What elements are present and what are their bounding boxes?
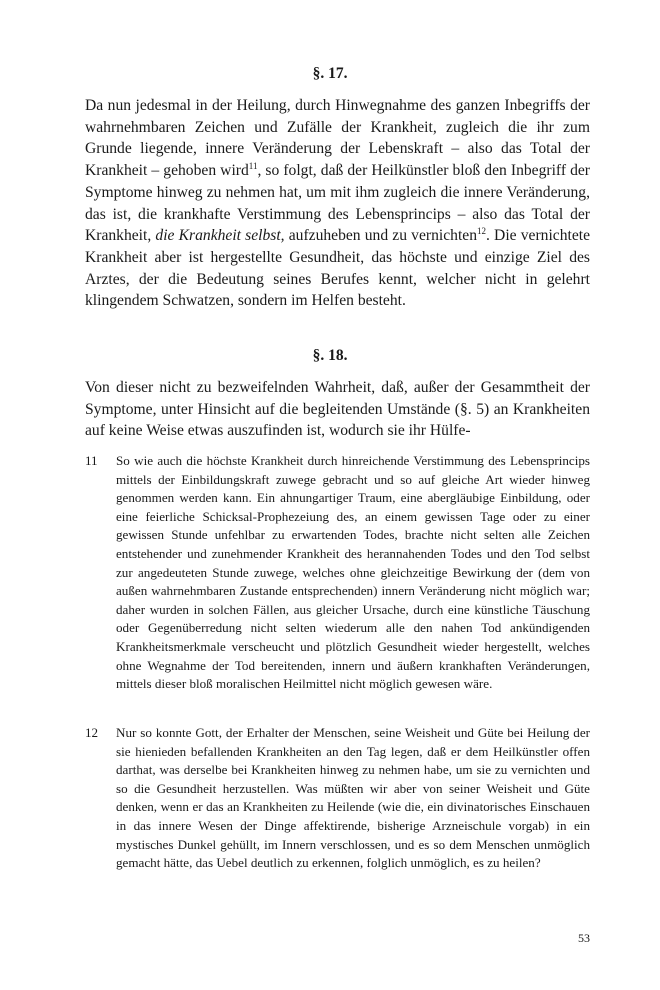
section-18-paragraph: Von dieser nicht zu bezweifelnden Wahrheit, daß, außer der Gesammtheit der Symptome, unter Hinsicht auf die begleitenden Umstände (§. 5) an Krankheiten auf keine Weise etwas auszufinden ist, wodurch sie ihr Hülfe- (85, 379, 590, 440)
section-17-paragraph (85, 95, 590, 312)
footnote-11 (85, 452, 590, 694)
section-17-emphasis: die Krankheit selbst, (155, 227, 285, 245)
section-17-text-4: . Die vernichtete Krankheit aber ist hergestellte Gesundheit, das höchste und einzige Ziel des Arztes, der die Bedeutung seines Berufes kennt, welcher nicht in gelehrt klingendem Schwatzen, sondern im Helfen besteht. (85, 227, 590, 310)
footnote-11-number: 11 (85, 453, 98, 468)
footnote-ref-11[interactable]: 11 (248, 161, 258, 172)
section-17-heading: §. 17. (312, 65, 348, 82)
section-17-text-3: aufzuheben und zu vernichten (284, 227, 477, 245)
footnote-ref-12[interactable]: 12 (477, 226, 486, 237)
footnote-12-text: Nur so konnte Gott, der Erhalter der Menschen, seine Weisheit und Güte bei Heilung der sie hienieden befallenden Krankheiten an den Tag legen, daß er dem Heilkünstler offen darthat, was derselbe bei Krankheiten hinweg zu nehmen habe, um sie zu vernichten und so die Gesundheit herzustellen. Was müßten wir aber von seiner Weisheit und Güte denken, wenn er das an Krankheiten zu Heilende (wie die, ein divinatorisches Einschauen in das innere Wesen der Dinge affektirende, bisherige Arzneischule vorgab) in ein mystisches Dunkel gehüllt, im Innern verschlossen, und es so dem Menschen unmöglich gemacht hätte, das Uebel deutlich zu erkennen, folglich unmöglich, es zu heilen? (116, 725, 590, 871)
page-number: 53 (578, 931, 590, 945)
section-17-text-2: , so folgt, daß der Heilkünstler bloß den Inbegriff der Symptome hinweg zu nehmen hat, um mit ihm zugleich die innere Veränderung, das ist, die krankhafte Verstimmung des Lebensprincips – also das Total der Krankheit, (85, 162, 590, 245)
footnote-12 (85, 724, 590, 873)
section-17-text-1: Da nun jedesmal in der Heilung, durch Hinwegnahme des ganzen Inbegriffs der wahrnehmbaren Zeichen und Zufälle der Krankheit, zugleich die ihr zum Grunde liegende, innere Veränderung der Lebenskraft – also das Total der Krankheit – gehoben wird (85, 97, 590, 180)
footnote-11-text: So wie auch die höchste Krankheit durch hinreichende Verstimmung des Lebensprincips mittels der Einbildungskraft zuwege gebracht und so auf gleiche Art wieder hinweg genommen werden kann. Ein ahnungartiger Traum, eine abergläubige Einbildung, oder eine feierliche Schicksal-Prophezeiung des, an einem gewissen Tage oder zu einer gewissen Stunde unfehlbar zu erwartenden Todes, brachte nicht selten alle Zeichen entstehender und zunehmender Krankheit des herannahenden Todes und den Tod selbst zur angedeuteten Stunde zuwege, welches ohne gleichzeitige Bewirkung der (dem von außen wahrnehmbaren Zustande entsprechenden) innern Veränderung nicht möglich war; daher wurden in solchen Fällen, aus gleicher Ursache, durch eine künstliche Täuschung oder Gegenüberredung nicht selten wiederum alle den nahen Tod ankündigenden Krankheitsmerkmale verscheucht und plötzlich Gesundheit wieder hergestellt, welches ohne Wegnahme der Tod bereitenden, innern und äußern krankhaften Veränderungen, mittels dieser bloß moralischen Heilmittel nicht möglich gewesen wäre. (116, 453, 590, 692)
footnote-12-number: 12 (85, 725, 99, 740)
section-18-heading: §. 18. (312, 347, 348, 364)
